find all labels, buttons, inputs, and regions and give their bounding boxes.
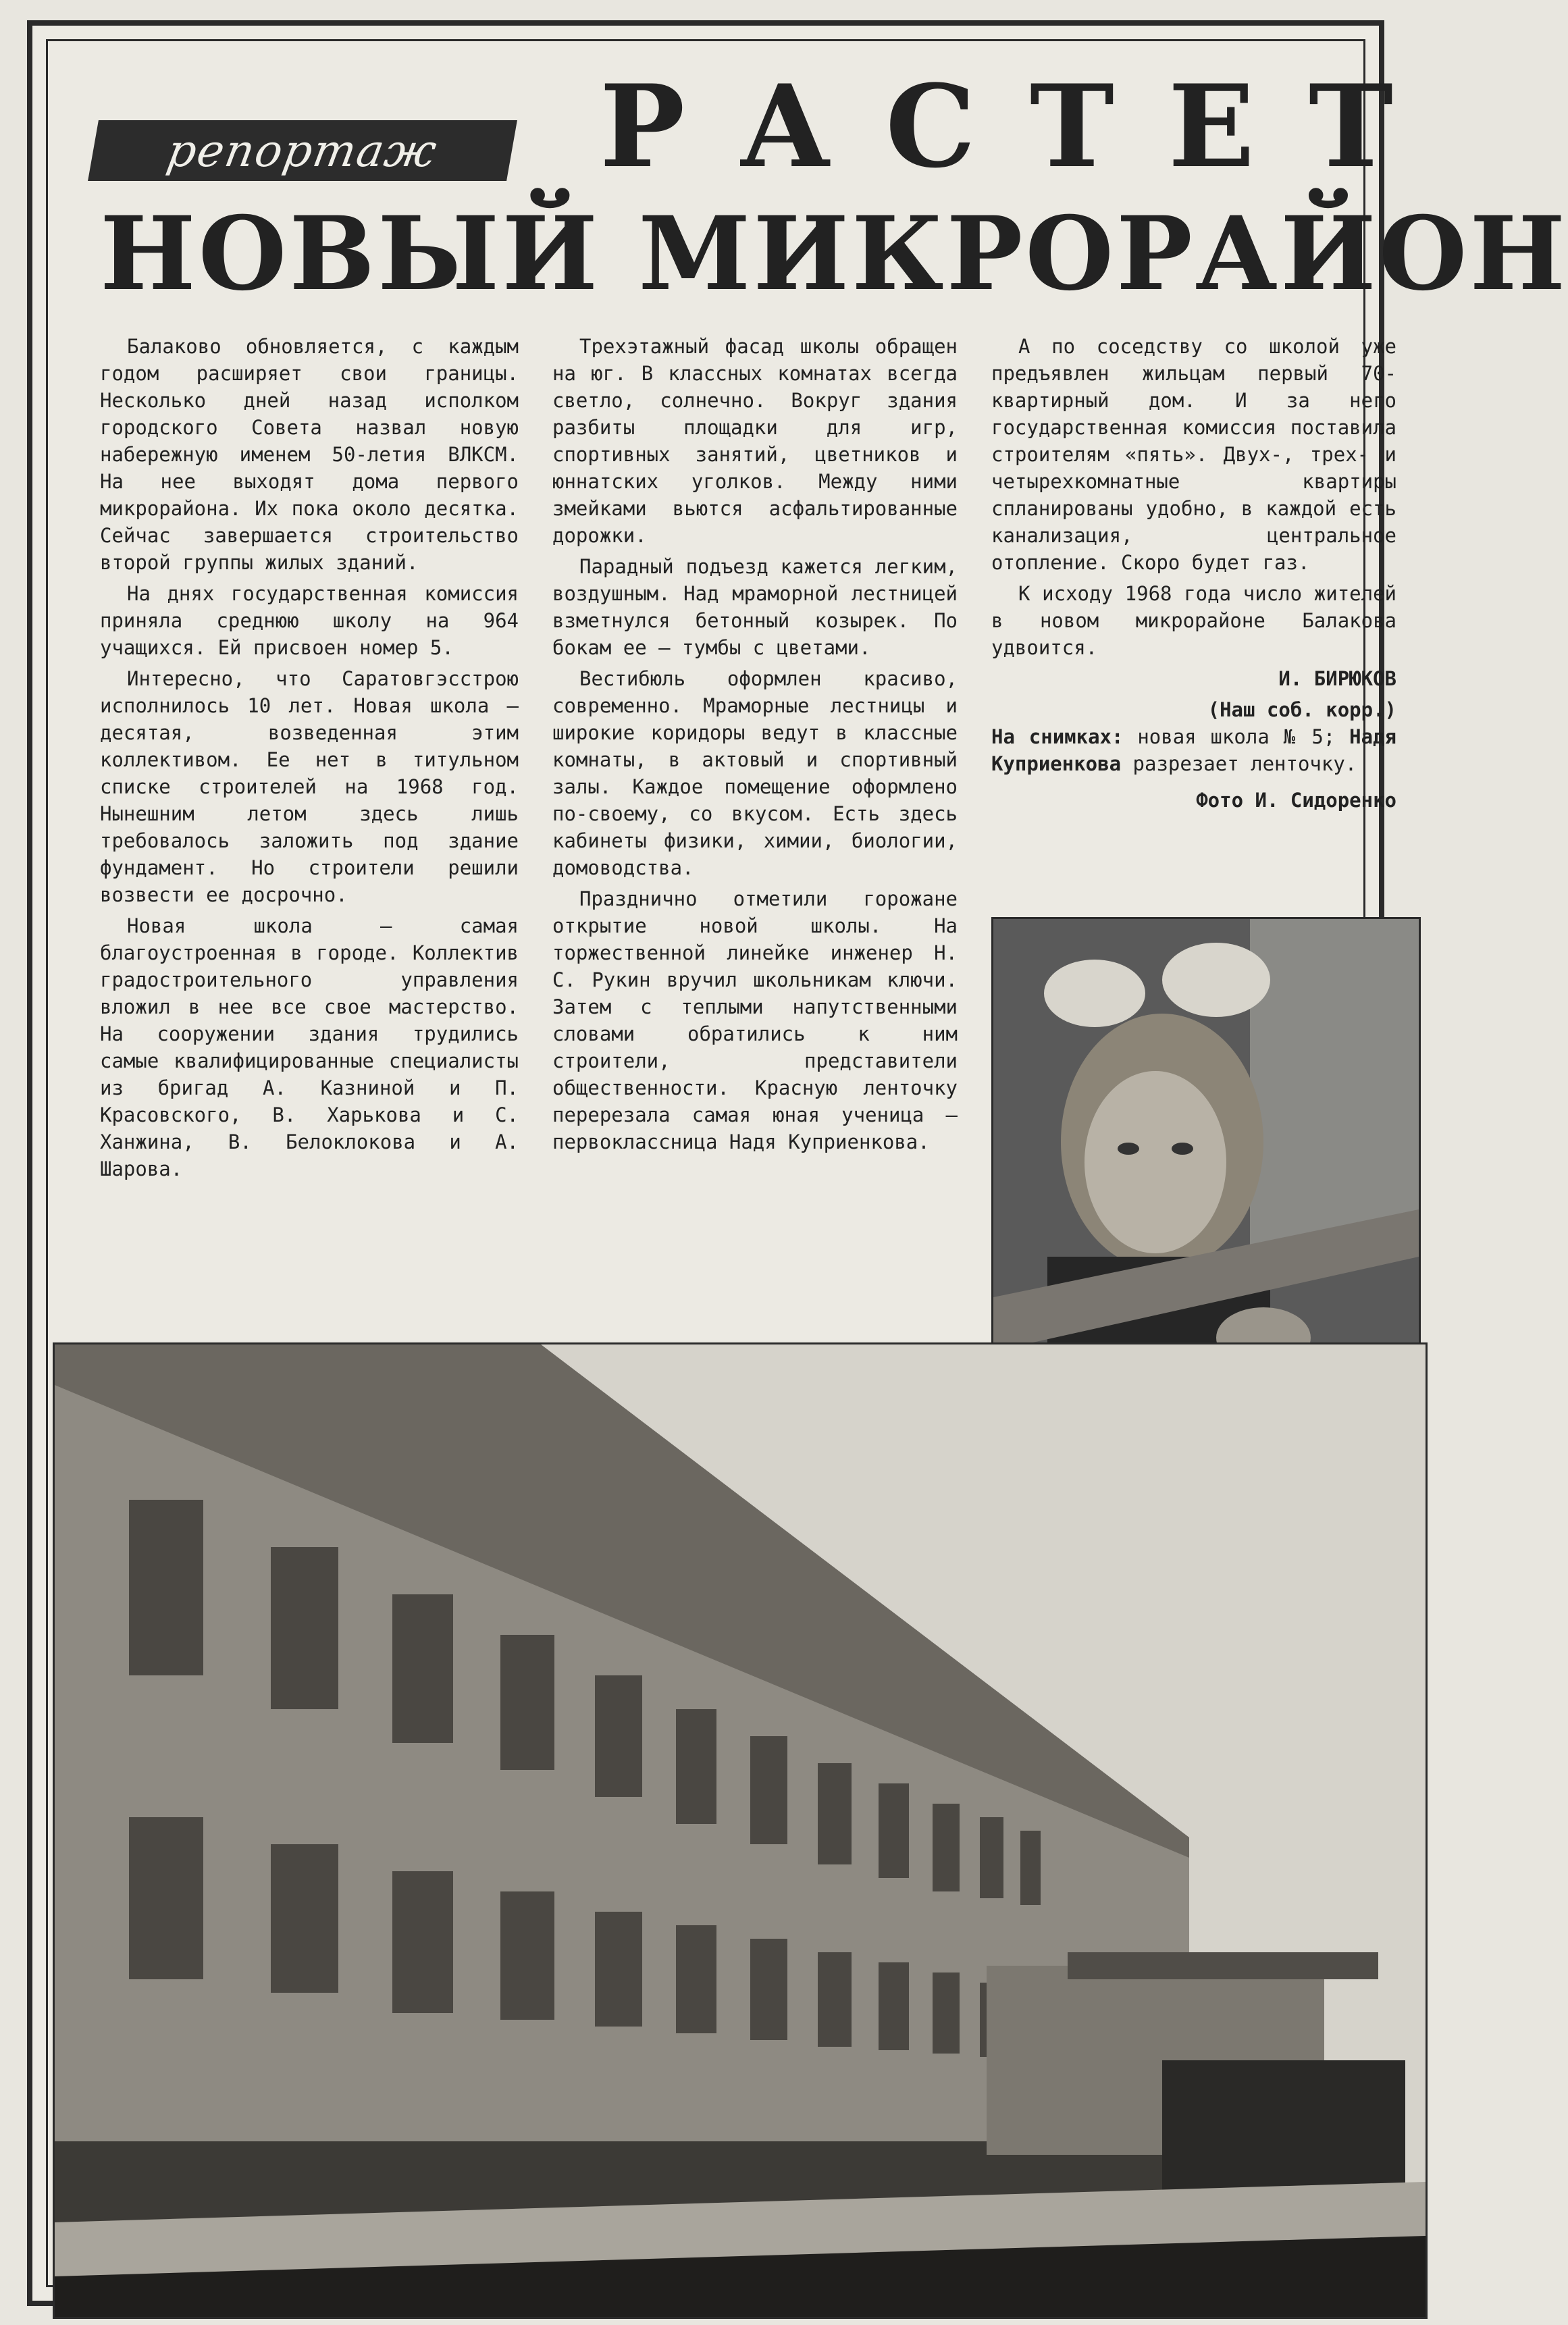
- photo-credit: Фото И. Сидоренко: [1196, 789, 1396, 812]
- caption-text1: новая школа № 5;: [1137, 725, 1336, 748]
- photo-caption: [991, 723, 1396, 777]
- author-role: (Наш соб. корр.): [1207, 698, 1396, 721]
- paragraph: Трехэтажный фасад школы обращен на юг. В классных комнатах всегда светло, солнечно. Вокруг здания разбиты площадки для игр, спортивных занятий, цветников и юннатских уголков. Между ними змейками вьются асфальтированные дорожки.: [552, 335, 958, 547]
- paragraph: Вестибюль оформлен красиво, современно. Мраморные лестницы и широкие коридоры ведут в классные комнаты, в актовый и спортивный залы. Каждое помещение оформлено по-своему, со вкусом. Есть здесь кабинеты физики, химии, биологии, домоводства.: [552, 667, 958, 879]
- newspaper-page: [27, 20, 1568, 2306]
- paragraph: Балаково обновляется, с каждым годом расширяет свои границы. Несколько дней назад исполком городского Совета назвал новую набережную именем 50-летия ВЛКСМ. На нее выходят дома первого микрорайона. Их пока около десятка. Сейчас завершается строительство второй группы жилых зданий.: [100, 335, 519, 574]
- paragraph: Празднично отметили горожане открытие новой школы. На торжественной линейке инженер Н. С. Рукин вручил школьникам ключи. Затем с теплыми напутственными словами обратились к ним строители, представители общественности. Красную ленточку перерезала самая юная ученица — первоклассница Надя Куприенкова.: [552, 887, 958, 1153]
- headline-line1: РАСТЕТ: [600, 59, 1447, 193]
- photo-school-building: [53, 1342, 1428, 2319]
- author-name: И. БИРЮКОВ: [1278, 667, 1396, 690]
- caption-text2: разрезает ленточку.: [1132, 752, 1357, 775]
- article-column-3: [991, 333, 1396, 814]
- paragraph: А по соседству со школой уже предъявлен жильцам первый 70-квартирный дом. И за него государственная комиссия поставила строителям «пять». Двух-, трех- и четырехкомнатные квартиры спланированы удобно, в каждой есть канализация, центральное отопление. Скоро будет газ.: [991, 335, 1396, 574]
- headline-line2: НОВЫЙ МИКРОРАЙОН: [100, 194, 1568, 313]
- paragraph: Интересно, что Саратовгэсстрою исполнилось 10 лет. Новая школа — десятая, возведенная этим коллективом. Ее нет в титульном списке строителей на 1968 год. Нынешним летом здесь лишь требовалось заложить под здание фундамент. Но строители решили возвести ее досрочно.: [100, 667, 519, 906]
- paragraph: Парадный подъезд кажется легким, воздушным. Над мраморной лестницей взметнулся бетонный козырек. По бокам ее — тумбы с цветами.: [552, 555, 958, 659]
- rubric-banner: репортаж: [88, 120, 517, 181]
- paragraph: К исходу 1968 года число жителей в новом микрорайоне Балакова удвоится.: [991, 582, 1396, 659]
- caption-lead: На снимках:: [991, 725, 1124, 748]
- article-column-1: [100, 333, 519, 1186]
- paragraph: На днях государственная комиссия приняла среднюю школу на 964 учащихся. Ей присвоен номер 5.: [100, 582, 519, 659]
- paragraph: Новая школа — самая благоустроенная в городе. Коллектив градостроительного управления вложил в нее все свое мастерство. На сооружении здания трудились самые квалифицированные специалисты из бригад А. Казниной и П. Красовского, В. Харькова и С. Ханжина, В. Белоклокова и А. Шарова.: [100, 914, 519, 1180]
- article-column-2: [552, 333, 958, 1159]
- school-photo-illustration: [55, 1344, 1426, 2317]
- caption-name: Надя Куприенкова: [991, 725, 1396, 775]
